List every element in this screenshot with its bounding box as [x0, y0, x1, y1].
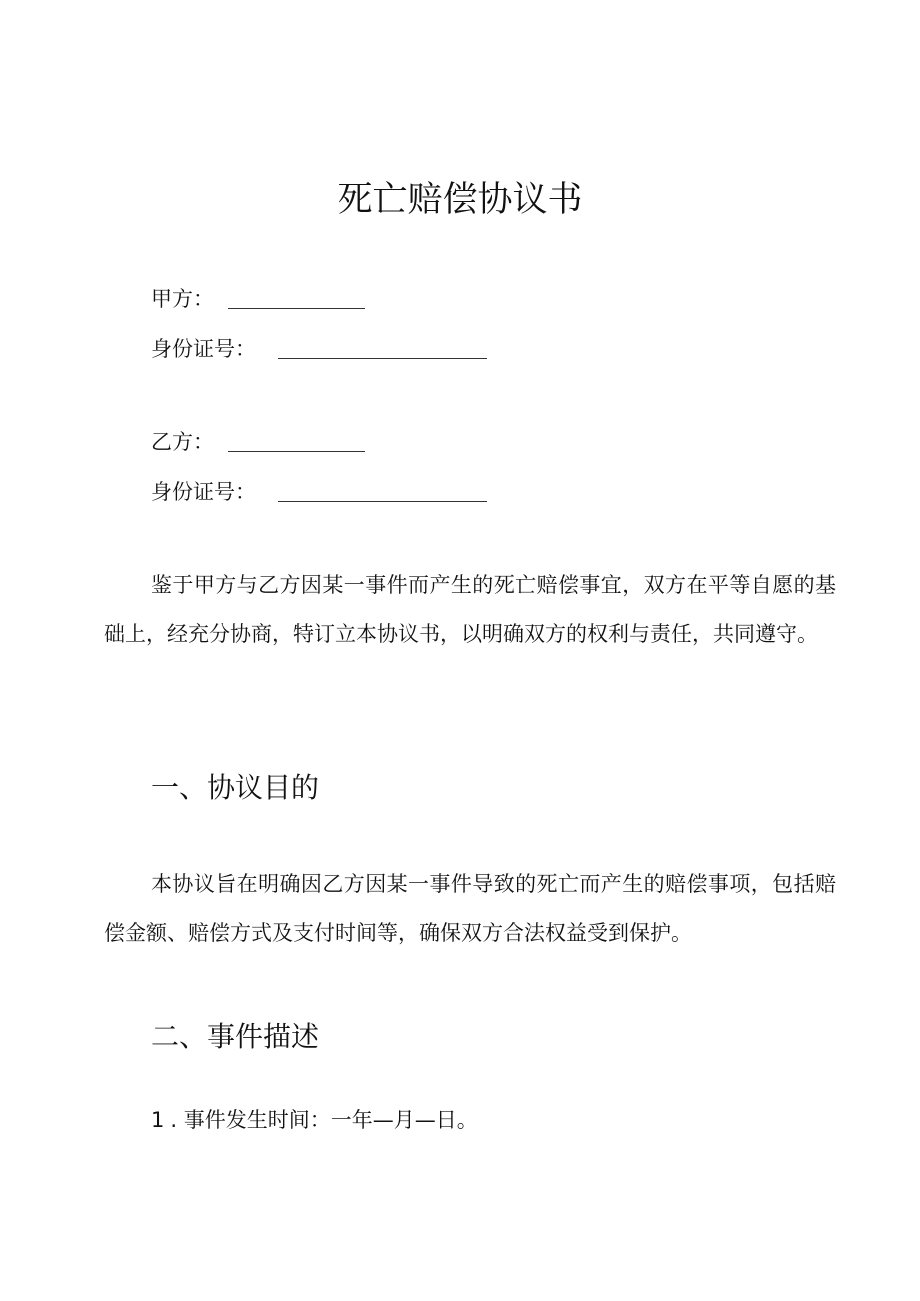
list-item — [151, 1105, 478, 1135]
party-b-id-label: 身份证号： — [151, 480, 256, 504]
party-a-name-label: 甲方： — [151, 287, 214, 311]
list-item-number: 1 — [151, 1108, 165, 1132]
party-a-id-label: 身份证号： — [151, 337, 256, 361]
list-item-text: . 事件发生时间：一年—月—日。 — [170, 1108, 478, 1132]
party-b-id-field — [151, 477, 256, 507]
party-b-name-blank[interactable] — [228, 451, 365, 452]
preamble-paragraph: 鉴于甲方与乙方因某一事件而产生的死亡赔偿事宜，双方在平等自愿的基础上，经充分协商，特订立本协议书，以明确双方的权利与责任，共同遵守。 — [104, 573, 836, 646]
document-title: 死亡赔偿协议书 — [337, 180, 583, 220]
party-b-id-blank[interactable] — [278, 501, 487, 502]
party-a-name-field — [151, 284, 214, 314]
party-b-name-field — [151, 427, 214, 457]
party-a-name-blank[interactable] — [228, 308, 365, 309]
section-2-heading: 二、事件描述 — [151, 1020, 320, 1053]
party-a-id-blank[interactable] — [278, 358, 487, 359]
party-b-name-label: 乙方： — [151, 430, 214, 454]
party-a-id-field — [151, 334, 256, 364]
section-1-heading: 一、协议目的 — [151, 771, 320, 804]
section-1-body: 本协议旨在明确因乙方因某一事件导致的死亡而产生的赔偿事项，包括赔偿金额、赔偿方式及支付时间等，确保双方合法权益受到保护。 — [104, 872, 836, 945]
